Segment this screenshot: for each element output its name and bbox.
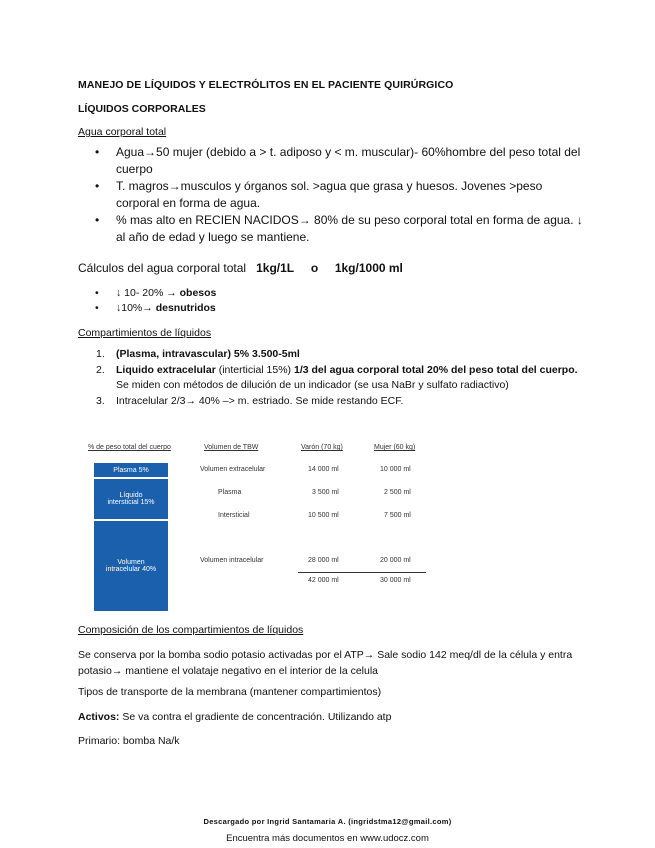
comp-item: 2. Liquido extracelular (interticial 15%) 1/3 del agua corporal total 20% del peso total del cuerpo. Se miden con métodos de dilución de un indicador (se usa NaBr y sulfato radiactivo) [96, 364, 578, 391]
fig-row-male: 3 500 ml [312, 489, 339, 496]
paragraph: Tipos de transporte de la membrana (mantener compartimientos) [78, 686, 382, 698]
fig-row-name: Intersticial [218, 512, 250, 519]
fig-total-rule [298, 572, 426, 573]
footer-site: Encuentra más documentos en www.udocz.com [226, 833, 429, 844]
agua-bullet-list [78, 144, 583, 246]
fig-row-female: 20 000 ml [380, 557, 411, 564]
fig-row-female: 2 500 ml [384, 489, 411, 496]
calc-value-a: 1kg/1L [256, 261, 295, 275]
paragraph: Se conserva por la bomba sodio potasio activadas por el ATP→ Sale sodio 142 meq/dl de la célula y entra potasio→ mantiene el volataje negativo en el interior de la celula [78, 649, 573, 677]
compos-heading: Composición de los compartimientos de líquidos [78, 624, 304, 636]
fig-row-name: Volumen extracelular [200, 466, 266, 473]
comp-item: 1. (Plasma, intravascular) 5% 3.500-5ml [96, 348, 300, 360]
comp-item: 3. Intracelular 2/3→ 40% –> m. estriado. Se mide restando ECF. [96, 395, 404, 407]
calc-line [78, 261, 403, 275]
fig-row-name: Plasma [218, 489, 242, 496]
fig-row-female: 10 000 ml [380, 466, 411, 473]
fig-bar-intracellular: Volumen intracelular 40% [94, 521, 168, 611]
calc-bullet-list [78, 286, 216, 316]
fig-bar-plasma: Plasma 5% [94, 463, 168, 477]
fig-row-male: 28 000 ml [308, 557, 339, 564]
fig-header-volume: Volumen de TBW [204, 444, 259, 451]
calc-connector: o [310, 261, 319, 275]
calc-value-b: 1kg/1000 ml [334, 261, 403, 275]
fig-row-male: 10 500 ml [308, 512, 339, 519]
document-title: MANEJO DE LÍQUIDOS Y ELECTRÓLITOS EN EL PACIENTE QUIRÚRGICO [78, 79, 454, 91]
paragraph: Activos: Se va contra el gradiente de concentración. Utilizando atp [78, 711, 392, 723]
fig-header-male: Varón (70 kg) [301, 444, 343, 451]
fig-total-female: 30 000 ml [380, 577, 411, 584]
agua-bullet: • T. magros→musculos y órganos sol. >agua que grasa y huesos. Jovenes >peso corporal en forma de agua. [78, 178, 583, 211]
fig-row-male: 14 000 ml [308, 466, 339, 473]
calc-label: Cálculos del agua corporal total [78, 261, 247, 275]
fig-total-male: 42 000 ml [308, 577, 339, 584]
fig-row-name: Volumen intracelular [200, 557, 264, 564]
fig-header-weight: % de peso total del cuerpo [88, 444, 171, 451]
calc-bullet: • ↓ 10- 20% → obesos [78, 286, 216, 301]
agua-bullet: • Agua→50 mujer (debido a > t. adiposo y < m. muscular)- 60%hombre del peso total del cuerpo [78, 144, 583, 177]
fig-bar-interstitial: Líquido intersticial 15% [94, 479, 168, 519]
comp-heading: Compartimientos de líquidos [78, 327, 212, 339]
fig-header-female: Mujer (60 kg) [374, 444, 416, 451]
paragraph: Primario: bomba Na/k [78, 735, 180, 747]
footer-download: Descargado por Ingrid Santamaria A. (ingridstma12@gmail.com) [203, 817, 452, 826]
calc-bullet: • ↓10%→ desnutridos [78, 301, 216, 316]
comp-list [78, 347, 583, 410]
body-water-figure [86, 438, 436, 618]
agua-bullet: • % mas alto en RECIEN NACIDOS→ 80% de su peso corporal total en forma de agua. ↓ al año de edad y luego se mantiene. [78, 212, 583, 245]
section-title: LÍQUIDOS CORPORALES [78, 103, 206, 115]
fig-row-female: 7 500 ml [384, 512, 411, 519]
agua-heading: Agua corporal total [78, 126, 167, 138]
